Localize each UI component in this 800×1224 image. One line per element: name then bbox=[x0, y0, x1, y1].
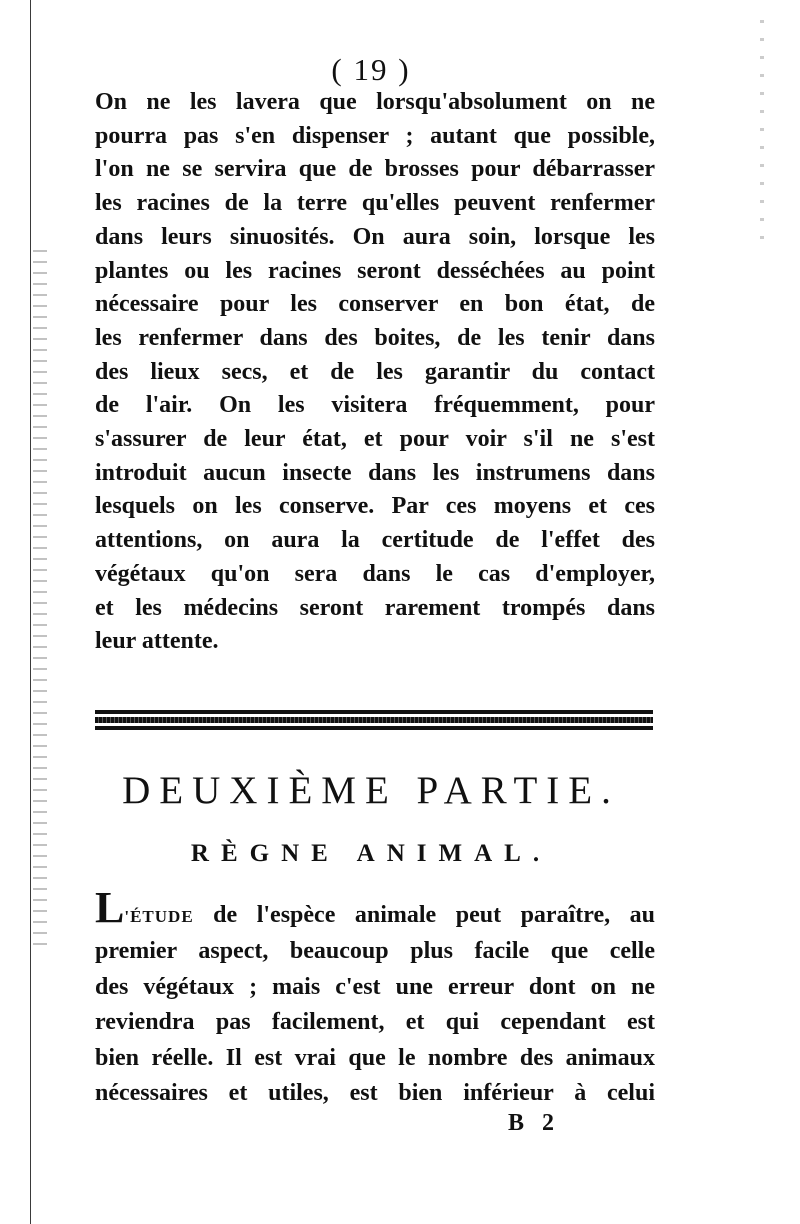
paragraph-2 bbox=[95, 883, 655, 1111]
text-line: l'on ne se servira que de brosses pour débarrasser bbox=[95, 156, 655, 183]
divider-rule-top bbox=[95, 710, 653, 714]
text-line: de l'air. On les visitera fréquemment, pour bbox=[95, 392, 655, 419]
text-line: lesquels on les conserve. Par ces moyens et ces bbox=[95, 493, 655, 520]
page-gutter-edge bbox=[30, 0, 31, 1224]
text-line: attentions, on aura la certitude de l'effet des bbox=[95, 527, 655, 554]
divider-rule-bottom bbox=[95, 726, 653, 730]
text-line: et les médecins seront rarement trompés dans bbox=[95, 594, 655, 621]
section-title: DEUXIÈME PARTIE. bbox=[122, 769, 620, 812]
ornamental-divider bbox=[95, 710, 653, 732]
text-line: les renfermer dans des boites, de les tenir dans bbox=[95, 324, 655, 351]
signature-mark: B 2 bbox=[508, 1110, 561, 1136]
drop-cap: L bbox=[95, 883, 125, 932]
text-line: plantes ou les racines seront desséchées au point bbox=[95, 257, 655, 284]
text-line: leur attente. bbox=[95, 628, 219, 655]
text-line: dans leurs sinuosités. On aura soin, lorsque les bbox=[95, 223, 655, 250]
opening-word: 'ÉTUDE bbox=[124, 907, 194, 926]
text-line: On ne les lavera que lorsqu'absolument on ne bbox=[95, 89, 655, 115]
text-line: les racines de la terre qu'elles peuvent renfermer bbox=[95, 190, 655, 217]
scan-edge-marks bbox=[760, 20, 764, 240]
divider-rule-middle bbox=[95, 717, 653, 723]
text-line: premier aspect, beaucoup plus facile que celle bbox=[95, 938, 655, 965]
text-line: des végétaux ; mais c'est une erreur dont on ne bbox=[95, 973, 655, 1000]
paragraph-1 bbox=[95, 86, 655, 659]
text-line: introduit aucun insecte dans les instrumens dans bbox=[95, 459, 655, 486]
text-line: pourra pas s'en dispenser ; autant que possible, bbox=[95, 122, 655, 149]
first-line-text: de l'espèce animale peut paraître, au bbox=[193, 902, 655, 928]
text-line: nécessaire pour les conserver en bon état, de bbox=[95, 291, 655, 318]
text-line: nécessaires et utiles, est bien inférieur à celui bbox=[95, 1080, 655, 1107]
text-line: s'assurer de leur état, et pour voir s'il ne s'est bbox=[95, 426, 655, 453]
page-number: ( 19 ) bbox=[331, 52, 411, 87]
text-line: des lieux secs, et de les garantir du contact bbox=[95, 358, 655, 385]
section-subtitle: RÈGNE ANIMAL. bbox=[190, 840, 552, 867]
text-line: reviendra pas facilement, et qui cependant est bbox=[95, 1009, 655, 1036]
text-line-first bbox=[95, 883, 655, 934]
text-line: végétaux qu'on sera dans le cas d'employer, bbox=[95, 560, 655, 587]
text-line: bien réelle. Il est vrai que le nombre des animaux bbox=[95, 1044, 655, 1071]
